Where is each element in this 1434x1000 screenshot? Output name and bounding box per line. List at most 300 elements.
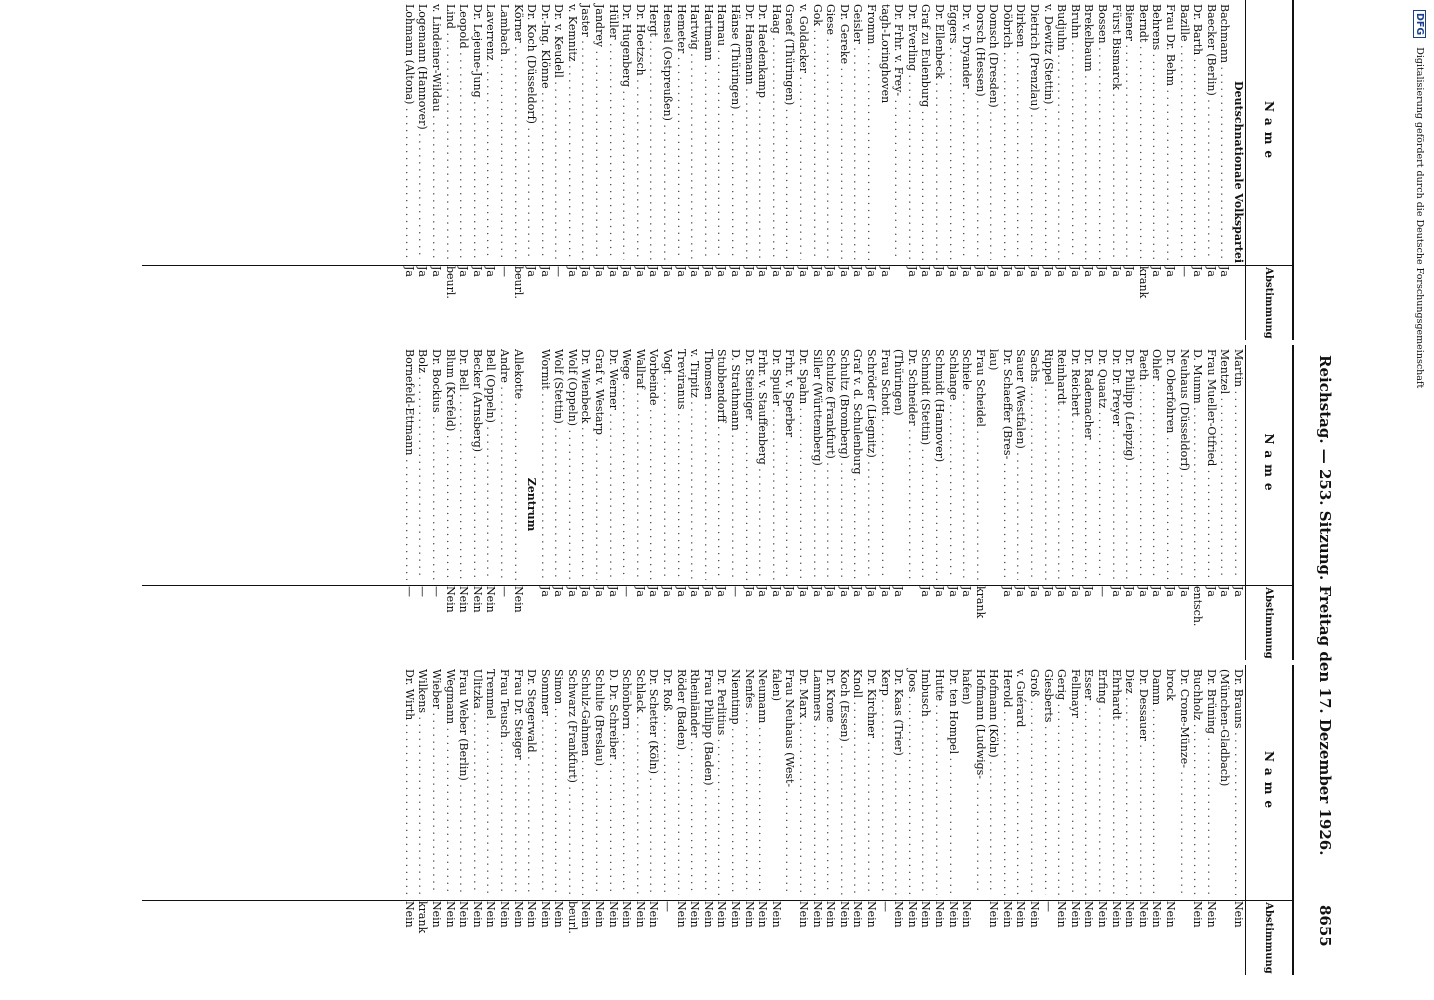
member-name: Hofmann (Köln) . . .	[987, 665, 1001, 895]
member-row	[1000, 0, 1014, 340]
member-name: Rippel . . .	[1041, 345, 1055, 580]
vote-value: Nein	[729, 901, 743, 928]
member-name: Baecker (Berlin) . . .	[1204, 0, 1218, 260]
member-name: Frau Scheidel . . .	[973, 345, 987, 580]
member-row	[973, 665, 987, 975]
member-name: Erfing . . .	[1095, 665, 1109, 895]
member-row	[824, 345, 838, 660]
vote-value: Ja	[701, 586, 715, 597]
member-name: Dr. v. Keudell . . .	[552, 0, 566, 260]
member-row	[443, 0, 457, 340]
vote-value: Nein	[647, 901, 661, 928]
member-row	[1095, 345, 1109, 660]
member-row	[1014, 665, 1028, 975]
member-name: Schulze (Frankfurt) . . .	[824, 345, 838, 580]
member-name: Hutte . . .	[932, 665, 946, 895]
member-row	[1136, 665, 1150, 975]
name-header: Name	[1262, 433, 1276, 497]
member-row	[416, 665, 430, 975]
member-row	[1191, 0, 1205, 340]
member-name: Frau Weber (Berlin) . . .	[457, 665, 471, 895]
member-row	[919, 665, 933, 975]
vote-value: Nein	[1000, 901, 1014, 928]
vote-value: Nein	[1232, 901, 1245, 928]
member-name: lau)	[987, 349, 1001, 371]
member-name: Wegmann . . .	[443, 665, 457, 895]
member-name: Gok . . .	[810, 0, 824, 260]
member-row	[824, 0, 838, 340]
vote-value: Nein	[470, 586, 484, 613]
member-row	[647, 0, 661, 340]
member-name: Wolf (Oppeln) . . .	[565, 345, 579, 580]
member-name: Schmidt (Hannover) . . .	[932, 345, 946, 580]
vote-value: Nein	[1191, 901, 1205, 928]
member-name: Wieber . . .	[429, 665, 443, 895]
member-name: Frau Dr. Steiger . . .	[511, 665, 525, 895]
vote-value: Ja	[661, 586, 675, 597]
vote-value: Ja	[1136, 586, 1150, 597]
vote-value: —	[402, 586, 416, 597]
member-name: Dr. Reichert . . .	[1068, 345, 1082, 580]
vote-value: Nein	[511, 901, 525, 928]
member-row	[946, 0, 960, 340]
member-row	[1000, 665, 1014, 975]
member-name: Dr. Schaeffer (Bres- . . .	[1000, 345, 1014, 580]
member-name: Reinhardt . . .	[1055, 345, 1069, 580]
vote-column-2	[142, 345, 1294, 660]
member-row	[1150, 0, 1164, 340]
member-row	[660, 0, 674, 340]
member-row	[565, 0, 579, 340]
member-row	[1028, 345, 1042, 660]
member-row	[565, 345, 579, 660]
member-name: Dr. Dr. Preyer . . .	[1109, 345, 1123, 580]
vote-value: Ja	[810, 586, 824, 597]
vote-value: Ja	[1204, 266, 1218, 277]
column-divider	[142, 900, 1245, 901]
vote-value: Nein	[701, 901, 715, 928]
member-name: Frau Neuhaus (West- . . .	[783, 665, 797, 895]
vote-value: —	[497, 266, 511, 277]
member-row	[1123, 0, 1137, 340]
member-name: Allekotte . . .	[511, 345, 525, 580]
vote-value: Ja	[1109, 266, 1123, 277]
vote-value: Ja	[919, 586, 933, 597]
member-row	[892, 0, 906, 340]
vote-value: Nein	[470, 901, 484, 928]
vote-value: Nein	[484, 901, 498, 928]
vote-value: Nein	[1014, 901, 1028, 928]
member-name: Hergt . . .	[647, 0, 661, 260]
member-name: Schröder (Liegnitz) . . .	[864, 345, 878, 580]
member-name: Simon . . .	[552, 665, 566, 895]
vote-value: Nein	[620, 901, 634, 928]
member-row	[497, 0, 511, 340]
vote-value: beurl.	[443, 266, 457, 299]
member-name: Frhr. v. Stauffenberg . . .	[756, 345, 770, 580]
member-name: Dr. Dessauer . . .	[1136, 665, 1150, 895]
vote-header: Abstimmung	[1246, 900, 1292, 975]
vote-value: Nein	[851, 901, 865, 928]
member-row	[987, 345, 1001, 660]
vote-value: Nein	[932, 901, 946, 928]
vote-value: Ja	[688, 266, 702, 277]
member-row	[715, 0, 729, 340]
vote-value: krank	[416, 901, 430, 934]
member-name: Berndt . . .	[1136, 0, 1150, 260]
member-row	[1095, 665, 1109, 975]
member-row	[1136, 0, 1150, 340]
vote-value: Ja	[674, 266, 688, 277]
member-row	[457, 665, 471, 975]
vote-value: Nein	[905, 901, 919, 928]
member-name: Dr. ten Hompel . . .	[946, 665, 960, 895]
vote-value: Nein	[1109, 901, 1123, 928]
vote-value: Ja	[837, 586, 851, 597]
member-name: Schwarz (Frankfurt) . . .	[565, 665, 579, 895]
column-divider	[142, 585, 1245, 586]
member-name: Giese . . .	[824, 0, 838, 260]
member-name: Neumann . . .	[756, 665, 770, 895]
vote-value: Nein	[715, 901, 729, 928]
vote-value: Ja	[484, 266, 498, 277]
member-row	[511, 0, 525, 340]
member-row	[932, 345, 946, 660]
vote-value: Ja	[1109, 586, 1123, 597]
member-name: Schlange . . .	[946, 345, 960, 580]
member-name: Hänse (Thüringen) . . .	[728, 0, 742, 260]
column-header	[1245, 665, 1292, 975]
member-row	[1109, 0, 1123, 340]
member-row	[443, 345, 457, 660]
member-row	[1028, 0, 1042, 340]
member-row	[470, 345, 484, 660]
member-row	[538, 665, 552, 975]
vote-value: Nein	[892, 901, 906, 928]
member-row	[552, 345, 566, 660]
member-row	[1068, 665, 1082, 975]
member-row	[960, 665, 974, 975]
member-row	[892, 345, 906, 660]
member-row	[429, 0, 443, 340]
vote-value: Ja	[960, 266, 974, 277]
member-name: Geisler . . .	[851, 0, 865, 260]
vote-value: Ja	[919, 266, 933, 277]
vote-value: Ja	[864, 266, 878, 277]
vote-value: Ja	[946, 586, 960, 597]
member-name: Laverrenz . . .	[484, 0, 498, 260]
vote-value: Ja	[1096, 266, 1110, 277]
member-name: Sommer . . .	[538, 665, 552, 895]
member-name: Blum (Krefeld) . . .	[443, 345, 457, 580]
vote-value: Ja	[783, 586, 797, 597]
member-name: Dr. Hoetzsch . . .	[633, 0, 647, 260]
vote-value: Ja	[1150, 586, 1164, 597]
member-name: Wege . . .	[620, 345, 634, 580]
member-row	[606, 665, 620, 975]
member-name: Dr. Koch (Düsseldorf) . . .	[525, 0, 539, 260]
member-name: Esser . . .	[1082, 665, 1096, 895]
member-name: Lammers . . .	[810, 665, 824, 895]
vote-value: Ja	[756, 266, 770, 277]
vote-value: Ja	[538, 586, 552, 597]
member-row	[470, 0, 484, 340]
member-name: Dr.-Ing. Klönne . . .	[538, 0, 552, 260]
vote-column-3	[142, 665, 1294, 975]
member-name: Ulitzka . . .	[470, 665, 484, 895]
vote-value: —	[497, 586, 511, 597]
member-name: Hemeter . . .	[674, 0, 688, 260]
member-name: Knoll . . .	[851, 665, 865, 895]
member-name: Rheinländer . . .	[688, 665, 702, 895]
vote-value: entsch.	[1191, 586, 1205, 627]
member-row	[511, 665, 525, 975]
vote-value	[973, 895, 987, 975]
member-name: Thomsen . . .	[701, 345, 715, 580]
member-name: Schönborn . . .	[620, 665, 634, 895]
member-name: D. Mumm . . .	[1191, 345, 1205, 580]
member-name: hafen)	[960, 669, 974, 705]
member-name: Dr. Quaatz . . .	[1095, 345, 1109, 580]
member-row	[402, 0, 416, 340]
member-row	[1191, 665, 1205, 975]
vote-value: Ja	[633, 266, 647, 277]
member-row	[674, 665, 688, 975]
vote-value: Ja	[769, 266, 783, 277]
member-row	[402, 665, 416, 975]
member-row	[633, 0, 647, 340]
member-name: Bossen . . .	[1095, 0, 1109, 260]
member-name: Eggers . . .	[946, 0, 960, 260]
member-row	[1150, 345, 1164, 660]
member-row	[620, 0, 634, 340]
vote-value: Nein	[1082, 901, 1096, 928]
vote-value: Ja	[729, 266, 743, 277]
member-name: Fürst Bismarck . . .	[1109, 0, 1123, 260]
column-body	[142, 0, 1245, 340]
vote-value: Nein	[742, 901, 756, 928]
vote-value: Ja	[647, 586, 661, 597]
member-row	[783, 0, 797, 340]
vote-value: Ja	[946, 266, 960, 277]
vote-value: Nein	[919, 901, 933, 928]
vote-value: Ja	[457, 266, 471, 277]
member-name: Treviranus . . .	[674, 345, 688, 580]
vote-value: Ja	[1068, 266, 1082, 277]
member-name: Dr. Brüning . . .	[1204, 665, 1218, 895]
member-row	[810, 345, 824, 660]
vote-value: Ja	[674, 586, 688, 597]
member-row	[742, 345, 756, 660]
member-row	[892, 665, 906, 975]
member-name: Wallraf . . .	[633, 345, 647, 580]
vote-value: Nein	[497, 901, 511, 928]
member-row	[1218, 665, 1232, 975]
member-name: tagh-Loringhoven	[878, 4, 892, 104]
vote-value: Nein	[579, 901, 593, 928]
member-name: Dorsch (Hessen) . . .	[973, 0, 987, 260]
member-name: Herold . . .	[1000, 665, 1014, 895]
member-row	[1014, 345, 1028, 660]
member-row	[688, 665, 702, 975]
member-row	[647, 665, 661, 975]
vote-value: Ja	[416, 266, 430, 277]
vote-value: Ja	[715, 586, 729, 597]
member-row	[1095, 0, 1109, 340]
member-row	[728, 665, 742, 975]
vote-value: Nein	[457, 586, 471, 613]
member-row	[973, 345, 987, 660]
member-name: v. Tirpitz . . .	[688, 345, 702, 580]
vote-value: Ja	[402, 266, 416, 277]
vote-value	[987, 580, 1001, 660]
vote-value: Nein	[457, 901, 471, 928]
member-row	[1163, 665, 1177, 975]
member-row	[429, 665, 443, 975]
member-row	[1082, 345, 1096, 660]
vote-value: Ja	[810, 266, 824, 277]
member-name: Lind . . .	[443, 0, 457, 260]
member-name: Martin . . .	[1231, 345, 1245, 580]
vote-value: Nein	[946, 901, 960, 928]
member-name: v. Guérard . . .	[1014, 665, 1028, 895]
member-row	[756, 665, 770, 975]
member-row	[484, 0, 498, 340]
member-row	[742, 665, 756, 975]
member-row	[960, 0, 974, 340]
vote-value: —	[878, 901, 892, 912]
vote-value: Nein	[511, 586, 525, 613]
vote-value: beurl.	[511, 266, 525, 299]
member-row	[1041, 665, 1055, 975]
vote-value: Ja	[579, 586, 593, 597]
member-name: v. Dewitz (Stettin) . . .	[1041, 0, 1055, 260]
vote-value: Ja	[1218, 586, 1232, 597]
member-row	[1068, 0, 1082, 340]
member-row	[905, 665, 919, 975]
vote-value: Ja	[579, 266, 593, 277]
member-row	[484, 345, 498, 660]
vote-value: Ja	[783, 266, 797, 277]
vote-value: Ja	[1041, 266, 1055, 277]
member-name: Logemann (Hannover) . . .	[416, 0, 430, 260]
vote-value: Nein	[1068, 901, 1082, 928]
member-row	[402, 345, 416, 660]
vote-value: Ja	[892, 586, 906, 597]
vote-value: Nein	[756, 901, 770, 928]
member-name: Frau Teusch . . .	[497, 665, 511, 895]
member-name: Joos . . .	[905, 665, 919, 895]
vote-value: Ja	[538, 266, 552, 277]
vote-value: Ja	[851, 586, 865, 597]
member-row	[878, 665, 892, 975]
member-name: Fellmayr . . .	[1068, 665, 1082, 895]
member-row	[701, 665, 715, 975]
vote-value	[892, 260, 906, 340]
member-row	[715, 345, 729, 660]
vote-value: —	[552, 266, 566, 277]
vote-value: Nein	[674, 901, 688, 928]
vote-value: Nein	[810, 901, 824, 928]
member-name: Groß . . .	[1028, 665, 1042, 895]
member-name: Dr. Schneider . . .	[905, 345, 919, 580]
member-row	[810, 0, 824, 340]
member-row	[919, 345, 933, 660]
member-row	[1082, 665, 1096, 975]
member-row	[796, 665, 810, 975]
member-row	[742, 0, 756, 340]
member-name: (Thüringen)	[892, 349, 906, 416]
member-name: Dr. Lejeune-Jung . . .	[470, 0, 484, 260]
vote-value: Nein	[824, 901, 838, 928]
member-name: Dr. Gereke . . .	[837, 0, 851, 260]
member-row	[1163, 345, 1177, 660]
vote-value: Nein	[1123, 901, 1137, 928]
member-name: Dr. Steiniger . . .	[742, 345, 756, 580]
member-name: Dr. Everling . . .	[905, 0, 919, 260]
member-row	[688, 0, 702, 340]
member-row	[1041, 345, 1055, 660]
vote-value: Ja	[606, 266, 620, 277]
member-name: Jandrey . . .	[593, 0, 607, 260]
member-row	[1231, 665, 1245, 975]
vote-value: Nein	[484, 586, 498, 613]
vote-value: Nein	[538, 901, 552, 928]
member-row	[946, 665, 960, 975]
vote-value: Nein	[797, 901, 810, 928]
member-row	[837, 0, 851, 340]
member-row	[946, 345, 960, 660]
name-header: Name	[1262, 100, 1276, 165]
member-name: Dr. Stegerwald . . .	[525, 665, 539, 895]
member-name: Wilkens . . .	[416, 665, 430, 895]
member-name: Bolz . . .	[416, 345, 430, 580]
member-row	[756, 0, 770, 340]
vote-value: Ja	[1000, 266, 1014, 277]
member-name: Dr. Roß . . .	[660, 665, 674, 895]
member-name: falen)	[769, 669, 783, 702]
vote-value: Ja	[688, 586, 702, 597]
member-row	[824, 665, 838, 975]
vote-value: Ja	[1218, 266, 1232, 277]
member-name: Dr. Krone . . .	[824, 665, 838, 895]
member-row	[647, 345, 661, 660]
vote-value: Ja	[470, 266, 484, 277]
vote-value: Nein	[960, 901, 974, 928]
member-row	[1123, 665, 1137, 975]
party-name: Deutschnationale Volkspartei	[1232, 80, 1245, 264]
member-name: Wolf (Stettin) . . .	[552, 345, 566, 580]
vote-value: Ja	[429, 266, 443, 277]
member-row	[497, 345, 511, 660]
member-name: Dr. Barth . . .	[1191, 0, 1205, 260]
member-name: Frau Philipp (Baden) . . .	[701, 665, 715, 895]
member-row	[1218, 0, 1232, 340]
member-name: Dr. Crone-Münze- . . .	[1177, 665, 1191, 895]
member-row	[796, 0, 810, 340]
vote-value: Ja	[1164, 586, 1178, 597]
member-name: Dr. Marx . . .	[796, 665, 810, 895]
vote-value: Ja	[769, 586, 783, 597]
vote-value: Nein	[837, 901, 851, 928]
member-row	[660, 665, 674, 975]
vote-value: Nein	[987, 901, 1001, 928]
vote-value: —	[661, 901, 675, 912]
vote-value: Ja	[701, 266, 715, 277]
vote-value: —	[1041, 901, 1055, 912]
column-header	[1245, 0, 1292, 340]
member-row	[728, 0, 742, 340]
